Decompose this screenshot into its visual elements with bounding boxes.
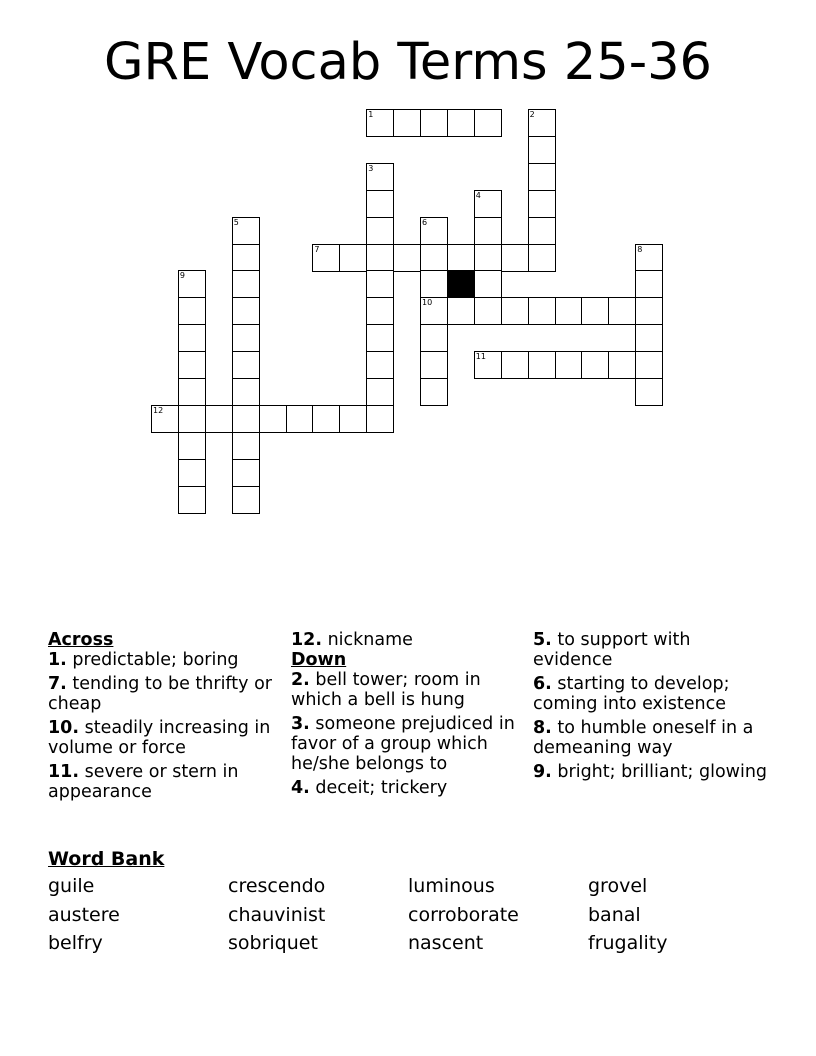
crossword-cell[interactable] bbox=[151, 405, 179, 433]
crossword-cell[interactable] bbox=[366, 217, 394, 245]
crossword-cell[interactable] bbox=[555, 351, 583, 379]
crossword-cell[interactable] bbox=[420, 297, 448, 325]
crossword-cell[interactable] bbox=[366, 378, 394, 406]
crossword-cell[interactable] bbox=[259, 405, 287, 433]
crossword-cell[interactable] bbox=[232, 432, 260, 460]
crossword-cell[interactable] bbox=[581, 297, 609, 325]
crossword-cell[interactable] bbox=[366, 270, 394, 298]
crossword-cell[interactable] bbox=[528, 297, 556, 325]
clue-down-2: 2. bell tower; room in which a bell is hung bbox=[291, 670, 481, 710]
crossword-cell[interactable] bbox=[393, 244, 421, 272]
crossword-cell[interactable] bbox=[286, 405, 314, 433]
word-bank-item: sobriquet bbox=[228, 932, 318, 954]
crossword-cell[interactable] bbox=[366, 297, 394, 325]
word-bank-item: grovel bbox=[588, 875, 648, 897]
cell-number: 5 bbox=[233, 217, 239, 227]
crossword-cell[interactable] bbox=[232, 217, 260, 245]
word-bank-item: corroborate bbox=[408, 903, 519, 926]
crossword-cell[interactable] bbox=[555, 297, 583, 325]
crossword-cell[interactable] bbox=[474, 244, 502, 272]
crossword-cell[interactable] bbox=[635, 324, 663, 352]
cell-number: 6 bbox=[422, 217, 428, 227]
crossword-cell[interactable] bbox=[608, 351, 636, 379]
crossword-cell[interactable] bbox=[447, 297, 475, 325]
cell-number: 10 bbox=[422, 298, 433, 308]
crossword-cell[interactable] bbox=[232, 378, 260, 406]
clue-down-4: 4. deceit; trickery bbox=[291, 778, 448, 798]
crossword-cell[interactable] bbox=[339, 244, 367, 272]
crossword-cell[interactable] bbox=[366, 324, 394, 352]
crossword-cell[interactable] bbox=[608, 297, 636, 325]
crossword-cell[interactable] bbox=[366, 244, 394, 272]
crossword-cell[interactable] bbox=[501, 351, 529, 379]
crossword-cell[interactable] bbox=[420, 109, 448, 137]
crossword-cell[interactable] bbox=[178, 351, 206, 379]
crossword-cell[interactable] bbox=[366, 405, 394, 433]
crossword-cell[interactable] bbox=[178, 324, 206, 352]
crossword-cell[interactable] bbox=[366, 351, 394, 379]
crossword-cell[interactable] bbox=[635, 351, 663, 379]
word-bank-item: nascent bbox=[408, 932, 484, 954]
clues-column-2 bbox=[291, 630, 527, 802]
clues-column-1 bbox=[48, 630, 284, 806]
word-bank-item: luminous bbox=[408, 875, 495, 897]
clues-column-3 bbox=[533, 630, 769, 786]
crossword-cell[interactable] bbox=[232, 459, 260, 487]
crossword-cell[interactable] bbox=[420, 244, 448, 272]
crossword-cell[interactable] bbox=[635, 270, 663, 298]
clue-down-3: 3. someone prejudiced in favor of a group which he/she belongs to bbox=[291, 714, 515, 774]
crossword-cell[interactable] bbox=[474, 297, 502, 325]
clue-down-6: 6. starting to develop; coming into existence bbox=[533, 674, 730, 714]
crossword-cell[interactable] bbox=[474, 190, 502, 218]
crossword-cell[interactable] bbox=[528, 136, 556, 164]
crossword-cell[interactable] bbox=[581, 351, 609, 379]
crossword-cell[interactable] bbox=[447, 109, 475, 137]
crossword-cell[interactable] bbox=[232, 405, 260, 433]
word-bank-item: guile bbox=[48, 875, 95, 897]
word-bank-item: crescendo bbox=[228, 875, 326, 897]
word-bank-item: frugality bbox=[588, 932, 668, 954]
crossword-cell[interactable] bbox=[635, 244, 663, 272]
word-bank-list bbox=[48, 873, 788, 957]
down-heading: Down bbox=[291, 650, 347, 670]
crossword-cell[interactable] bbox=[366, 190, 394, 218]
crossword-cell[interactable] bbox=[232, 324, 260, 352]
crossword-cell[interactable] bbox=[635, 297, 663, 325]
cell-number: 1 bbox=[368, 110, 374, 119]
crossword-cell[interactable] bbox=[474, 217, 502, 245]
word-bank-item: austere bbox=[48, 903, 120, 926]
cell-number: 9 bbox=[179, 271, 185, 281]
crossword-cell[interactable] bbox=[312, 405, 340, 433]
clue-across-10: 10. steadily increasing in volume or force bbox=[48, 718, 271, 758]
crossword-cell[interactable] bbox=[528, 217, 556, 245]
cell-number: 12 bbox=[153, 405, 164, 415]
across-heading: Across bbox=[48, 630, 114, 650]
crossword-cell[interactable] bbox=[178, 270, 206, 298]
cell-number: 4 bbox=[475, 190, 481, 200]
crossword-cell[interactable] bbox=[474, 270, 502, 298]
crossword-cell[interactable] bbox=[420, 270, 448, 298]
word-bank-item: belfry bbox=[48, 932, 103, 954]
crossword-cell[interactable] bbox=[528, 190, 556, 218]
crossword-cell[interactable] bbox=[178, 378, 206, 406]
clue-down-9: 9. bright; brilliant; glowing bbox=[533, 762, 768, 782]
crossword-cell[interactable] bbox=[178, 297, 206, 325]
crossword-cell[interactable] bbox=[528, 244, 556, 272]
word-bank-item: chauvinist bbox=[228, 903, 326, 926]
clue-down-8: 8. to humble oneself in a demeaning way bbox=[533, 718, 754, 758]
crossword-cell[interactable] bbox=[232, 270, 260, 298]
crossword-cell[interactable] bbox=[474, 351, 502, 379]
crossword-cell[interactable] bbox=[420, 217, 448, 245]
cell-number: 3 bbox=[368, 163, 374, 173]
crossword-cell[interactable] bbox=[528, 163, 556, 191]
crossword-cell[interactable] bbox=[528, 351, 556, 379]
crossword-cell[interactable] bbox=[312, 244, 340, 272]
crossword-cell[interactable] bbox=[232, 486, 260, 514]
crossword-cell[interactable] bbox=[178, 459, 206, 487]
crossword-cell[interactable] bbox=[178, 432, 206, 460]
crossword-cell[interactable] bbox=[420, 324, 448, 352]
crossword-cell[interactable] bbox=[501, 244, 529, 272]
word-bank bbox=[48, 846, 788, 957]
clue-across-7: 7. tending to be thrifty or cheap bbox=[48, 674, 272, 714]
clue-across-11: 11. severe or stern in appearance bbox=[48, 762, 239, 802]
clue-across-1: 1. predictable; boring bbox=[48, 650, 239, 670]
crossword-cell[interactable] bbox=[232, 244, 260, 272]
crossword-cell[interactable] bbox=[635, 378, 663, 406]
crossword-cell[interactable] bbox=[232, 351, 260, 379]
crossword-cell[interactable] bbox=[474, 109, 502, 137]
crossword-cell[interactable] bbox=[366, 163, 394, 191]
crossword-cell[interactable] bbox=[232, 297, 260, 325]
crossword-cell[interactable] bbox=[420, 378, 448, 406]
clue-across-12: 12. nickname bbox=[291, 630, 413, 650]
page-title: GRE Vocab Terms 25-36 bbox=[104, 33, 712, 92]
crossword-cell[interactable] bbox=[178, 486, 206, 514]
word-bank-heading: Word Bank bbox=[48, 848, 165, 870]
crossword-cell[interactable] bbox=[366, 109, 394, 137]
word-bank-item: banal bbox=[588, 903, 641, 926]
cell-number: 11 bbox=[475, 352, 486, 362]
crossword-cell[interactable] bbox=[447, 244, 475, 272]
cell-number: 8 bbox=[637, 244, 643, 254]
cell-number: 7 bbox=[314, 244, 320, 254]
crossword-cell[interactable] bbox=[205, 405, 233, 433]
crossword-cell[interactable] bbox=[501, 297, 529, 325]
crossword-cell[interactable] bbox=[528, 109, 556, 137]
crossword-cell[interactable] bbox=[178, 405, 206, 433]
crossword-black-cell bbox=[447, 270, 475, 298]
crossword-cell[interactable] bbox=[339, 405, 367, 433]
cell-number: 2 bbox=[529, 110, 535, 119]
crossword-cell[interactable] bbox=[420, 351, 448, 379]
clue-down-5: 5. to support with evidence bbox=[533, 630, 691, 670]
crossword-cell[interactable] bbox=[393, 109, 421, 137]
